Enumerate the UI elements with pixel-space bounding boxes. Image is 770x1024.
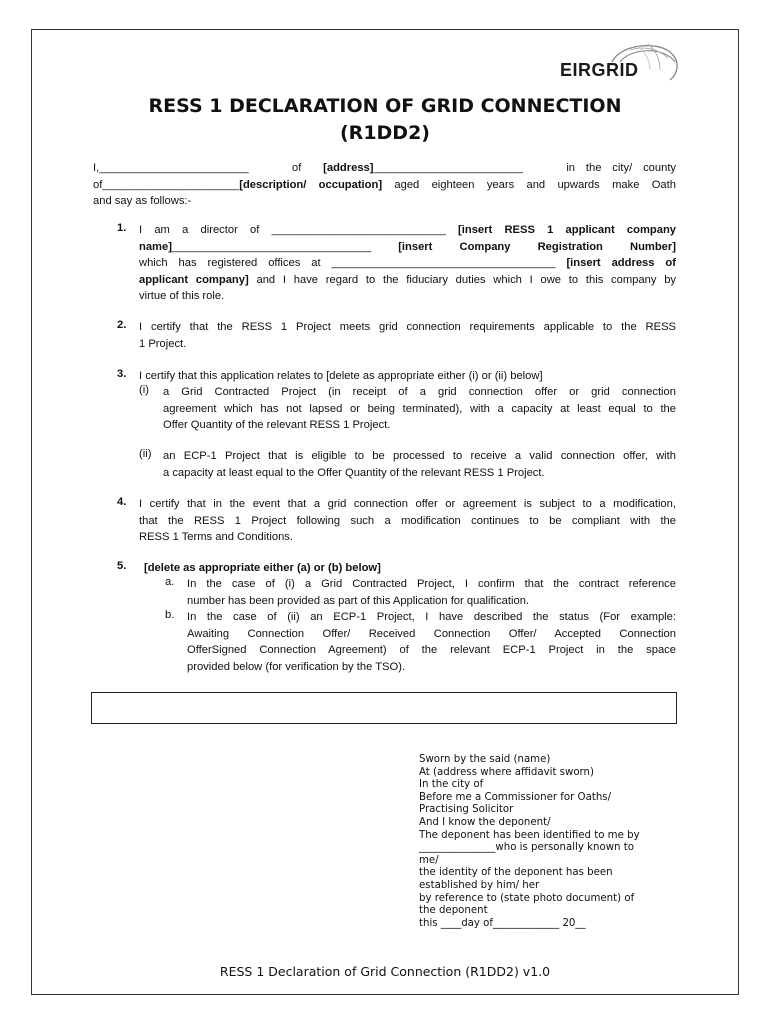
intro-line-3: and say as follows:-: [93, 195, 192, 207]
sworn-line: me/: [419, 854, 439, 866]
sworn-line: Sworn by the said (name): [419, 754, 551, 765]
status-description-box[interactable]: [91, 692, 677, 724]
sworn-line: Before me a Commissioner for Oaths/: [419, 791, 612, 803]
sworn-line: by reference to (state photo document) of: [419, 892, 635, 904]
item-4: I certify that in the event that a grid connection offer or agreement is subject to a modification, that the RESS 1 Project following such a modification continues to be compliant with the RESS 1 Terms and Conditions.: [139, 498, 676, 543]
item-number-1: 1.: [117, 222, 127, 234]
sworn-line: Practising Solicitor: [419, 804, 514, 816]
item-number-3: 3.: [117, 368, 127, 380]
item-3-sub-ii-label: (ii): [139, 448, 152, 460]
item-3-sub-i: a Grid Contracted Project (in receipt of a grid connection offer or grid connection agreement which has not lapsed or being terminated), with a capacity at least equal to the Offer Quantity of the relevant RESS 1 Project.: [163, 386, 676, 431]
item-5-b-label: b.: [165, 609, 175, 621]
intro-line-2: of______________________[description/ occupation] aged eighteen years and upwards make Oath: [93, 178, 676, 191]
intro-line-1: I,________________________ of [address]________________________ in the city/ county: [93, 162, 677, 174]
sworn-line: And I know the deponent/: [419, 816, 551, 828]
sworn-line: The deponent has been identified to me by: [419, 829, 640, 841]
sworn-line: In the city of: [419, 779, 484, 791]
item-number-4: 4.: [117, 496, 127, 508]
item-5-heading: [delete as appropriate either (a) or (b) below]: [144, 562, 381, 574]
item-1: I am a director of ____________________________ [insert RESS 1 applicant company name]________________________________ [insert Company Registration Number] which has registered offices at ____________________________________ [insert address of applicant company] and I have regard to the fiduciary duties which I owe to this company by virtue of this role.: [139, 224, 677, 302]
item-number-5: 5.: [117, 560, 127, 572]
sworn-line: the deponent: [419, 905, 488, 917]
item-3-sub-i-label: (i): [139, 384, 149, 396]
item-5-a-label: a.: [165, 576, 175, 588]
footer-version: RESS 1 Declaration of Grid Connection (R1DD2) v1.0: [219, 964, 551, 979]
sworn-line: At (address where affidavit sworn): [419, 766, 594, 778]
sworn-line: this ____day of_____________ 20__: [419, 917, 586, 929]
sworn-line: established by him/ her: [419, 879, 540, 891]
item-5-b: In the case of (ii) an ECP-1 Project, I have described the status (For example: Awaiting Connection Offer/ Received Connection Offer/ Accepted Connection OfferSigned Connection Agreement) of the relevant ECP-1 Project in the space provided below (for verification by the TSO).: [187, 611, 676, 673]
logo-text: EIRGRID: [560, 60, 639, 80]
sworn-line: _______________who is personally known to: [419, 842, 634, 854]
item-3-sub-ii: an ECP-1 Project that is eligible to be processed to receive a valid connection offer, with a capacity at least equal to the Offer Quantity of the relevant RESS 1 Project.: [163, 450, 676, 479]
document-title: RESS 1 DECLARATION OF GRID CONNECTION: [148, 95, 622, 117]
document-code: (R1DD2): [340, 122, 430, 144]
sworn-line: the identity of the deponent has been: [419, 867, 613, 879]
item-3: I certify that this application relates to [delete as appropriate either (i) or (ii) below]: [139, 370, 543, 382]
item-number-2: 2.: [117, 319, 127, 331]
intro-paragraph: [93, 160, 676, 210]
sworn-block: [419, 754, 681, 930]
item-2: I certify that the RESS 1 Project meets grid connection requirements applicable to the RESS 1 Project.: [139, 321, 676, 350]
eirgrid-logo: [560, 40, 680, 82]
item-5-a: In the case of (i) a Grid Contracted Project, I confirm that the contract reference number has been provided as part of this Application for qualification.: [187, 578, 676, 607]
